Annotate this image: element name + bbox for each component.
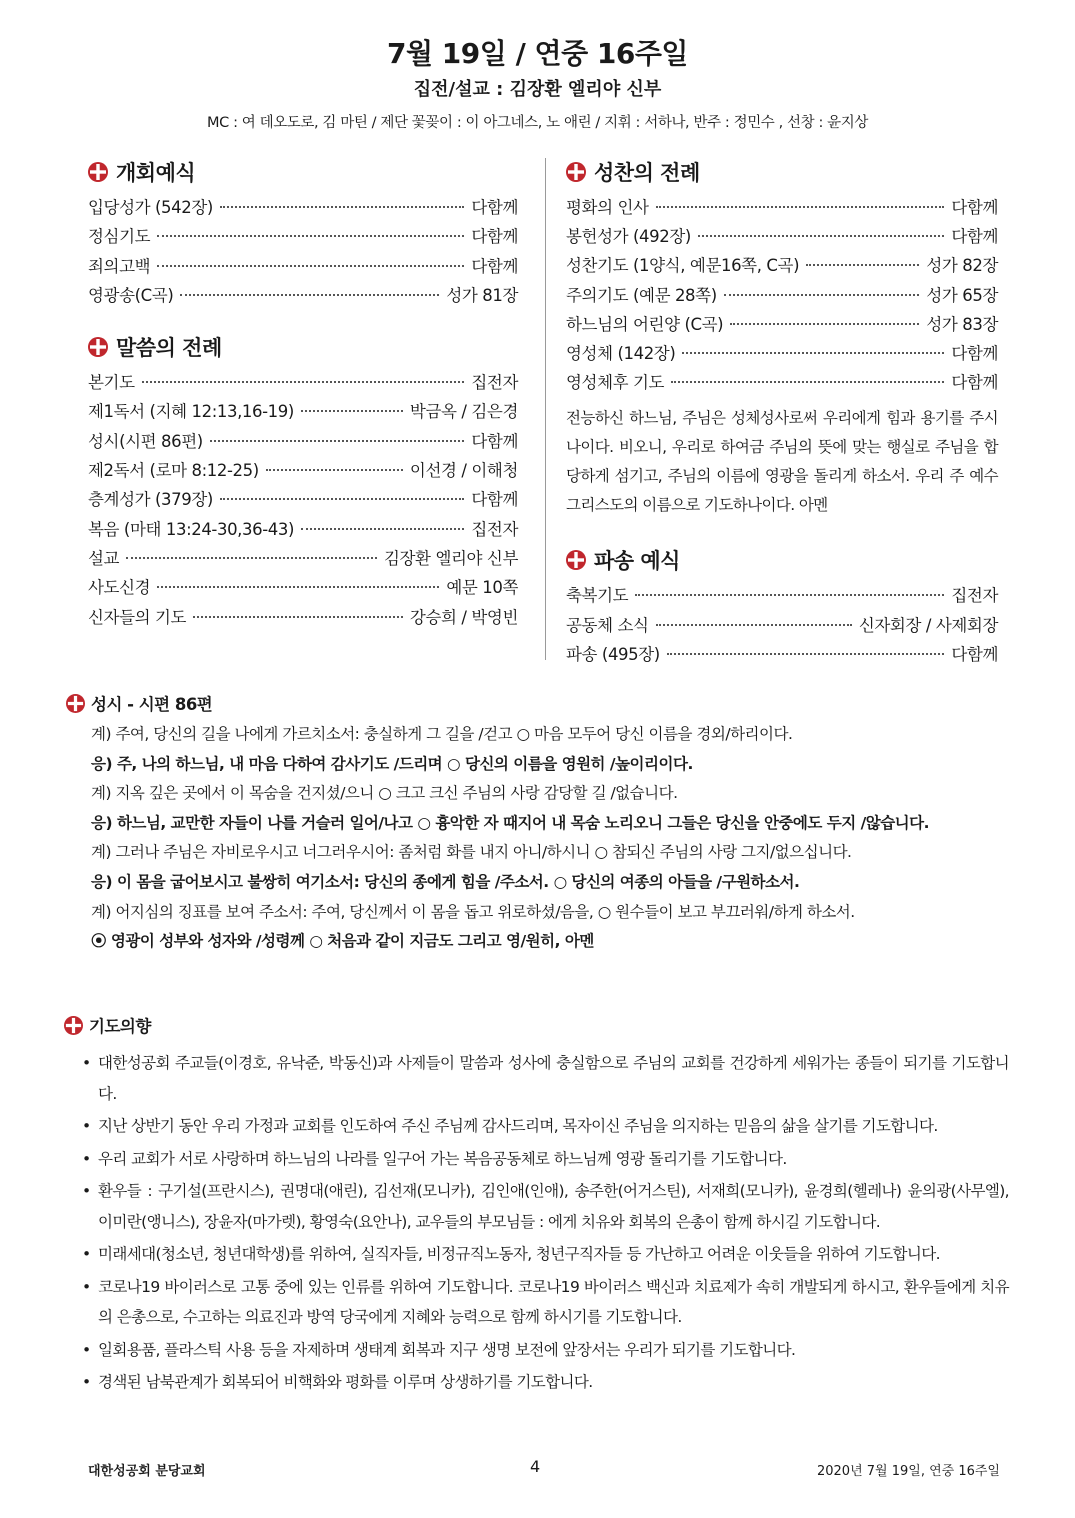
order-item	[88, 604, 518, 633]
order-item	[88, 545, 518, 574]
prayer-intentions	[64, 1008, 1009, 1400]
intention-item: • 우리 교회가 서로 사랑하며 하느님의 나라를 일구어 가는 복음공동체로 하느님께 영광 돌리기를 기도합니다.	[64, 1144, 1009, 1175]
cross-icon	[88, 337, 108, 357]
order-item-label: 하느님의 어린양 (C곡)	[566, 314, 724, 334]
order-item-label: 주의기도 (예문 28쪽)	[566, 285, 717, 305]
order-item-label: 신자들의 기도	[88, 607, 187, 627]
cross-icon	[566, 162, 586, 182]
intention-item: • 미래세대(청소년, 청년대학생)를 위하여, 실직자들, 비정규직노동자, 청년구직자들 등 가난하고 어려운 이웃들을 위하여 기도합니다.	[64, 1239, 1009, 1270]
order-item-label: 복음 (마태 13:24-30,36-43)	[88, 519, 295, 539]
order-item-label: 입당성가 (542장)	[88, 198, 213, 217]
order-item-value: 다함께	[471, 490, 518, 510]
dot-leader	[656, 624, 852, 626]
dot-leader	[730, 323, 919, 325]
intention-item: • 지난 상반기 동안 우리 가정과 교회를 인도하여 주신 주님께 감사드리며, 목자이신 주님을 의지하는 믿음의 삶을 살기를 기도합니다.	[64, 1111, 1009, 1142]
section-heading	[64, 1008, 1009, 1042]
order-item-value: 다함께	[471, 431, 518, 451]
order-item-value: 집전자	[951, 586, 998, 606]
order-item-label: 성시(시편 86편)	[88, 431, 203, 451]
intention-item: • 대한성공회 주교들(이경호, 유낙준, 박동신)과 사제들이 말씀과 성사에 충실함으로 주님의 교회를 건강하게 세워가는 종들이 되기를 기도합니다.	[64, 1048, 1009, 1109]
order-item	[566, 369, 998, 398]
order-item-value: 신자회장 / 사제회장	[858, 615, 998, 635]
order-item	[88, 574, 518, 603]
order-item-value: 다함께	[951, 227, 998, 247]
section-title: 기도의향	[89, 1017, 151, 1036]
order-item-label: 사도신경	[88, 578, 151, 598]
order-item-value: 김장환 엘리야 신부	[383, 548, 518, 568]
cross-icon	[88, 162, 108, 182]
dot-leader	[698, 235, 944, 237]
order-left-column	[88, 150, 518, 633]
dot-leader	[220, 498, 464, 500]
order-item	[88, 282, 518, 311]
order-item-label: 봉헌성가 (492장)	[566, 227, 691, 247]
psalm-response-line: 응) 주, 나의 하느님, 내 마음 다하여 감사기도 /드리며 ○ 당신의 이름을 영원히 /높이리이다.	[91, 754, 693, 773]
dot-leader	[806, 264, 919, 266]
order-item	[88, 253, 518, 282]
dot-leader	[180, 294, 439, 296]
order-item	[88, 223, 518, 252]
church-name: 대한성공회 분당교회	[88, 1464, 206, 1479]
order-item-value: 집전자	[471, 519, 518, 539]
order-item-label: 성찬기도 (1양식, 예문16쪽, C곡)	[566, 256, 800, 276]
section-heading	[88, 150, 518, 194]
order-item-label: 제1독서 (지혜 12:13,16-19)	[88, 402, 294, 422]
order-item	[566, 311, 998, 340]
page-title: 7월 19일 / 연중 16주일	[387, 37, 688, 70]
dot-leader	[157, 586, 439, 588]
dot-leader	[193, 616, 403, 618]
order-item-label: 파송 (495장)	[566, 644, 660, 664]
order-item-value: 다함께	[471, 198, 518, 217]
order-item	[566, 223, 998, 252]
order-item-label: 제2독서 (로마 8:12-25)	[88, 461, 259, 481]
section-heading	[566, 538, 998, 582]
order-item	[88, 369, 518, 398]
dot-leader	[157, 265, 464, 267]
section-title: 파송 예식	[594, 549, 680, 574]
order-item-label: 공동체 소식	[566, 615, 649, 635]
order-item	[566, 582, 998, 611]
order-item-label: 본기도	[88, 373, 135, 393]
order-item-value: 예문 10쪽	[446, 578, 518, 598]
order-item-value: 집전자	[471, 373, 518, 393]
order-item	[88, 516, 518, 545]
dot-leader	[656, 206, 945, 208]
order-item	[566, 641, 998, 670]
order-item-value: 다함께	[951, 644, 998, 664]
order-item-label: 죄의고백	[88, 256, 151, 276]
order-item-value: 성가 83장	[926, 314, 998, 334]
order-item-label: 층계성가 (379장)	[88, 490, 213, 510]
footer-date: 2020년 7월 19일, 연중 16주일	[816, 1464, 1000, 1479]
dot-leader	[220, 206, 464, 208]
order-list	[88, 369, 518, 633]
page-subtitle: 집전/설교 : 김장환 엘리야 신부	[413, 79, 662, 100]
order-list	[566, 194, 998, 398]
order-item	[566, 282, 998, 311]
order-item-value: 다함께	[951, 373, 998, 393]
page-number: 4	[530, 1457, 541, 1476]
order-item-value: 다함께	[951, 343, 998, 363]
order-item-value: 성가 81장	[446, 285, 518, 305]
intention-item: • 경색된 남북관계가 회복되어 비핵화와 평화를 이루며 상생하기를 기도합니다.	[64, 1367, 1009, 1398]
dot-leader	[266, 469, 403, 471]
intention-item: • 코로나19 바이러스로 고통 중에 있는 인류를 위하여 기도합니다. 코로나19 바이러스 백신과 치료제가 속히 개발되게 하시고, 환우들에게 치유의 은총으로, 수고하는 의료진과 방역 당국에게 지혜와 능력으로 함께 하시기를 기도합니다.	[64, 1272, 1009, 1333]
order-item-label: 정심기도	[88, 227, 151, 247]
order-item	[88, 194, 518, 223]
order-item	[566, 194, 998, 223]
order-item-label: 설교	[88, 548, 120, 568]
psalm-verse-line: 계) 어지심의 징표를 보여 주소서: 주여, 당신께서 이 몸을 돕고 위로하셨/음을, ○ 원수들이 보고 부끄러워/하게 하소서.	[91, 902, 855, 921]
psalm-section	[66, 686, 1006, 957]
order-list	[88, 194, 518, 311]
cross-icon	[566, 550, 586, 570]
order-item	[88, 457, 518, 486]
page-header	[0, 34, 1075, 136]
dot-leader	[142, 381, 465, 383]
section-heading	[566, 150, 998, 194]
section-title: 말씀의 전례	[116, 336, 222, 361]
column-divider	[545, 158, 546, 660]
section-heading	[66, 686, 1006, 720]
cross-icon	[66, 694, 85, 713]
order-item-value: 이선경 / 이해청	[409, 461, 518, 481]
dot-leader	[301, 528, 464, 530]
dot-leader	[210, 440, 465, 442]
dot-leader	[301, 410, 403, 412]
order-item-value: 성가 82장	[926, 256, 998, 276]
dot-leader	[635, 594, 944, 596]
order-item-value: 다함께	[471, 256, 518, 276]
dot-leader	[667, 653, 945, 655]
psalm-response-line: 응) 이 몸을 굽어보시고 불쌍히 여기소서: 당신의 종에게 힘을 /주소서. ○ 당신의 여종의 아들을 /구원하소서.	[91, 872, 800, 891]
order-item	[566, 252, 998, 281]
psalm-verse-line: 계) 주여, 당신의 길을 나에게 가르치소서: 충실하게 그 길을 /걷고 ○ 마음 모두어 당신 이름을 경외/하리이다.	[91, 725, 793, 743]
order-item	[566, 340, 998, 369]
order-item-value: 다함께	[471, 227, 518, 247]
order-item	[566, 612, 998, 641]
order-item-label: 영광송(C곡)	[88, 285, 174, 305]
intention-list	[64, 1048, 1009, 1398]
page-footer	[88, 1457, 1000, 1479]
order-item-label: 영성체 (142장)	[566, 343, 676, 363]
order-item-label: 평화의 인사	[566, 198, 649, 217]
order-item	[88, 398, 518, 427]
order-list	[566, 582, 998, 670]
cross-icon	[64, 1016, 83, 1035]
psalm-response-line: 응) 하느님, 교만한 자들이 나를 거슬러 일어/나고 ○ 흉악한 자 때지어 내 목숨 노리오니 그들은 당신을 안중에도 두지 /않습니다.	[91, 813, 930, 832]
mc-credits: MC : 여 데오도로, 김 마틴 / 제단 꽃꽂이 : 이 아그네스, 노 애린 / 지휘 : 서하나, 반주 : 정민수 , 선창 : 윤지상	[207, 115, 868, 131]
dot-leader	[682, 352, 944, 354]
section-title: 개회예식	[116, 161, 196, 185]
order-item	[88, 428, 518, 457]
order-item-value: 박금옥 / 김은경	[409, 402, 518, 422]
order-right-column	[566, 150, 998, 670]
order-item-value: 다함께	[951, 198, 998, 217]
psalm-verse-line: 계) 그러나 주님은 자비로우시고 너그러우시어: 좀처럼 화를 내지 아니/하시니 ○ 참되신 주님의 사랑 그지/없으십니다.	[91, 843, 852, 862]
psalm-lines	[91, 720, 1006, 957]
section-title: 성시 - 시편 86편	[91, 695, 213, 714]
psalm-response-line: ⦿ 영광이 성부와 성자와 /성령께 ○ 처음과 같이 지금도 그리고 영/원히, 아멘	[91, 932, 594, 951]
post-communion-prayer: 전능하신 하느님, 주님은 성체성사로써 우리에게 힘과 용기를 주시나이다. 비오니, 우리로 하여금 주님의 뜻에 맞는 행실로 주님을 합당하게 섬기고, 주님의 이름에 영광을 돌리게 하소서. 우리 주 예수 그리스도의 이름으로 기도하나이다. 아멘	[566, 409, 998, 515]
order-item	[88, 486, 518, 515]
dot-leader	[724, 294, 920, 296]
intention-item: • 환우들 : 구기설(프란시스), 권명대(애린), 김선재(모니카), 김인애(인애), 송주한(어거스틴), 서재희(모니카), 윤경희(헬레나) 윤의광(사무엘), 이미란(앵니스), 장윤자(마가렛), 황영숙(요안나), 교우들의 부모님들 : 에게 치유와 회복의 은총이 함께 하시길 기도합니다.	[64, 1176, 1009, 1237]
intention-item: • 일회용품, 플라스틱 사용 등을 자제하며 생태계 회복과 지구 생명 보전에 앞장서는 우리가 되기를 기도합니다.	[64, 1335, 1009, 1366]
section-title: 성찬의 전례	[594, 161, 700, 185]
order-item-value: 성가 65장	[926, 285, 998, 305]
order-item-value: 강승희 / 박영빈	[409, 607, 518, 627]
order-item-label: 영성체후 기도	[566, 373, 665, 393]
dot-leader	[671, 381, 944, 383]
dot-leader	[126, 557, 377, 559]
dot-leader	[157, 235, 464, 237]
order-item-label: 축복기도	[566, 586, 629, 606]
psalm-verse-line: 계) 지옥 깊은 곳에서 이 목숨을 건지셨/으니 ○ 크고 크신 주님의 사랑 감당할 길 /없습니다.	[91, 784, 678, 803]
section-heading	[88, 325, 518, 369]
